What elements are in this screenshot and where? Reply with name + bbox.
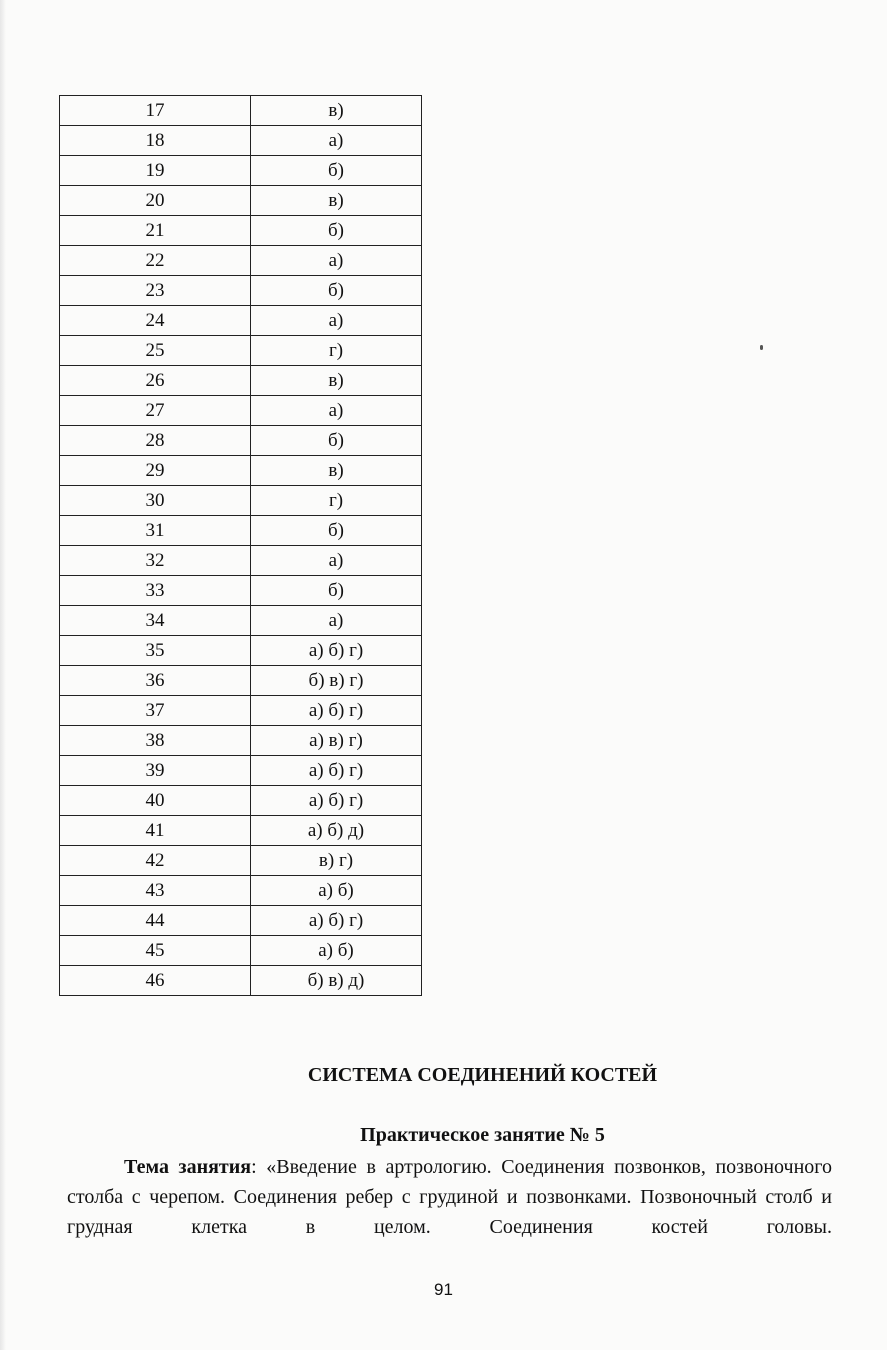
table-row — [60, 396, 422, 426]
answer-cell: в) — [251, 366, 422, 396]
answer-cell: в) — [251, 456, 422, 486]
answer-cell: а) в) г) — [251, 726, 422, 756]
table-row — [60, 696, 422, 726]
scan-speck — [760, 345, 763, 350]
question-number-cell: 27 — [60, 396, 251, 426]
answer-cell: в) г) — [251, 846, 422, 876]
answer-cell: а) б) г) — [251, 786, 422, 816]
question-number-cell: 45 — [60, 936, 251, 966]
table-row — [60, 576, 422, 606]
question-number-cell: 44 — [60, 906, 251, 936]
table-row — [60, 786, 422, 816]
answer-cell: б) в) г) — [251, 666, 422, 696]
answer-cell: а) — [251, 246, 422, 276]
table-row — [60, 546, 422, 576]
lesson-title: Практическое занятие № 5 — [360, 1124, 605, 1146]
table-row — [60, 426, 422, 456]
table-row — [60, 276, 422, 306]
answer-cell: б) — [251, 516, 422, 546]
table-row — [60, 456, 422, 486]
answer-cell: г) — [251, 486, 422, 516]
answer-cell: б) — [251, 216, 422, 246]
question-number-cell: 21 — [60, 216, 251, 246]
table-row — [60, 636, 422, 666]
table-row — [60, 846, 422, 876]
page-edge-shadow — [0, 0, 6, 1350]
answer-cell: а) б) г) — [251, 636, 422, 666]
answer-cell: б) — [251, 426, 422, 456]
table-row — [60, 126, 422, 156]
question-number-cell: 25 — [60, 336, 251, 366]
table-row — [60, 306, 422, 336]
table-row — [60, 96, 422, 126]
topic-paragraph — [67, 1152, 832, 1242]
answer-cell: а) — [251, 546, 422, 576]
question-number-cell: 20 — [60, 186, 251, 216]
table-row — [60, 966, 422, 996]
table-row — [60, 666, 422, 696]
answer-cell: а) б) г) — [251, 696, 422, 726]
topic-text: : «Введение в артрологию. Соединения позвонков, позвоночного столба с черепом. Соединения ребер с грудиной и позвонками. Позвоночный столб и грудная клетка в целом. Соединения костей головы. — [67, 1156, 833, 1238]
question-number-cell: 30 — [60, 486, 251, 516]
question-number-cell: 31 — [60, 516, 251, 546]
topic-label: Тема занятия — [124, 1156, 252, 1178]
answer-cell: а) — [251, 306, 422, 336]
answer-cell: а) б) — [251, 936, 422, 966]
answer-cell: а) б) г) — [251, 906, 422, 936]
table-row — [60, 156, 422, 186]
table-row — [60, 336, 422, 366]
question-number-cell: 36 — [60, 666, 251, 696]
question-number-cell: 35 — [60, 636, 251, 666]
table-row — [60, 186, 422, 216]
page-number: 91 — [434, 1280, 453, 1299]
table-row — [60, 816, 422, 846]
answer-cell: б) — [251, 156, 422, 186]
answer-key-table — [59, 95, 422, 996]
answer-cell: а) — [251, 126, 422, 156]
answer-cell: а) б) г) — [251, 756, 422, 786]
question-number-cell: 26 — [60, 366, 251, 396]
question-number-cell: 46 — [60, 966, 251, 996]
answer-cell: а) б) д) — [251, 816, 422, 846]
question-number-cell: 37 — [60, 696, 251, 726]
table-row — [60, 726, 422, 756]
question-number-cell: 19 — [60, 156, 251, 186]
table-row — [60, 246, 422, 276]
answer-cell: в) — [251, 96, 422, 126]
question-number-cell: 17 — [60, 96, 251, 126]
table-row — [60, 606, 422, 636]
answer-key-table-body — [60, 96, 422, 996]
question-number-cell: 28 — [60, 426, 251, 456]
question-number-cell: 24 — [60, 306, 251, 336]
question-number-cell: 42 — [60, 846, 251, 876]
table-row — [60, 876, 422, 906]
answer-cell: б) в) д) — [251, 966, 422, 996]
question-number-cell: 38 — [60, 726, 251, 756]
question-number-cell: 29 — [60, 456, 251, 486]
answer-cell: б) — [251, 576, 422, 606]
question-number-cell: 39 — [60, 756, 251, 786]
question-number-cell: 43 — [60, 876, 251, 906]
answer-cell: а) — [251, 396, 422, 426]
answer-cell: а) б) — [251, 876, 422, 906]
table-row — [60, 936, 422, 966]
table-row — [60, 486, 422, 516]
question-number-cell: 33 — [60, 576, 251, 606]
section-title: СИСТЕМА СОЕДИНЕНИЙ КОСТЕЙ — [307, 1064, 658, 1086]
answer-cell: в) — [251, 186, 422, 216]
table-row — [60, 216, 422, 246]
question-number-cell: 18 — [60, 126, 251, 156]
table-row — [60, 906, 422, 936]
answer-cell: а) — [251, 606, 422, 636]
answer-cell: б) — [251, 276, 422, 306]
question-number-cell: 41 — [60, 816, 251, 846]
answer-cell: г) — [251, 336, 422, 366]
table-row — [60, 516, 422, 546]
table-row — [60, 366, 422, 396]
question-number-cell: 40 — [60, 786, 251, 816]
question-number-cell: 32 — [60, 546, 251, 576]
question-number-cell: 23 — [60, 276, 251, 306]
table-row — [60, 756, 422, 786]
question-number-cell: 34 — [60, 606, 251, 636]
question-number-cell: 22 — [60, 246, 251, 276]
